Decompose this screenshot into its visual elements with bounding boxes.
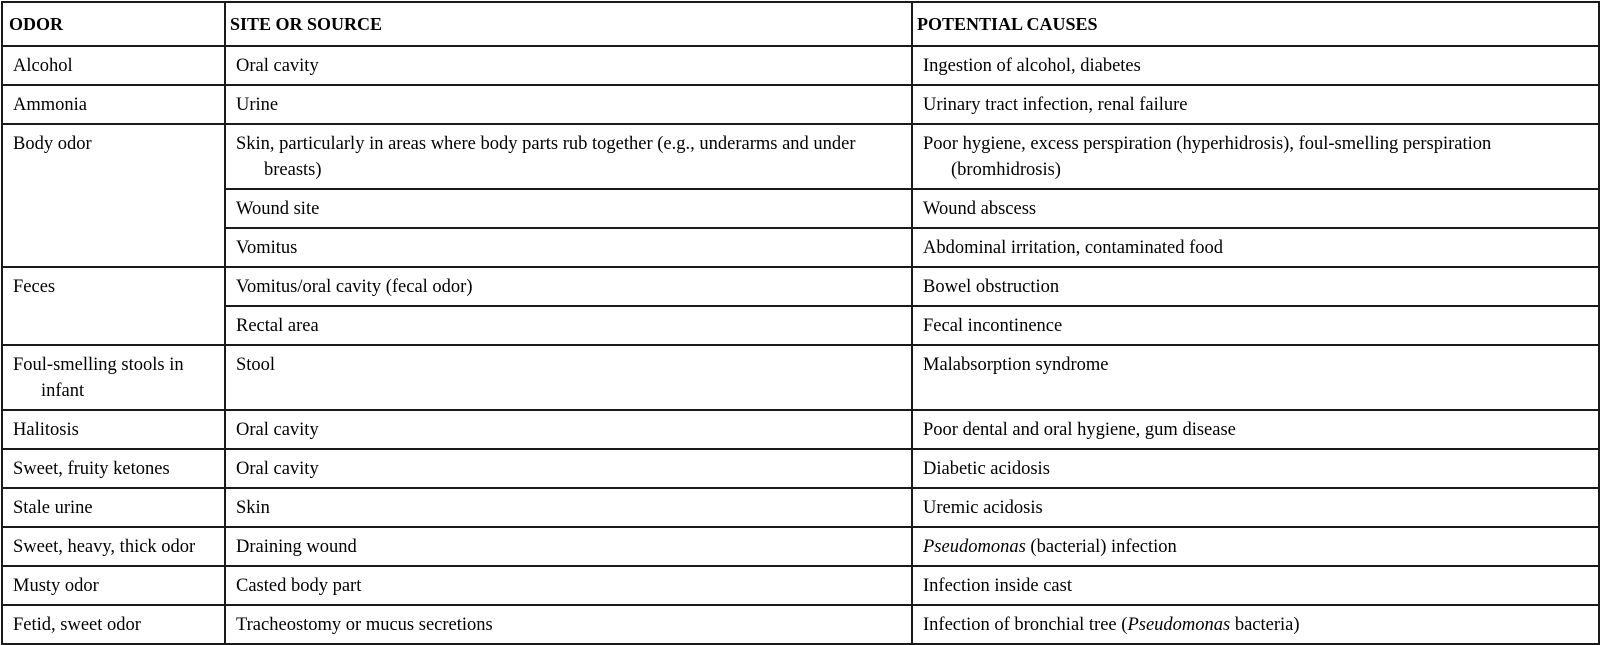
- header-causes: POTENTIAL CAUSES: [912, 2, 1599, 46]
- header-site: SITE OR SOURCE: [225, 2, 912, 46]
- cause-italic: Pseudomonas: [1127, 615, 1231, 635]
- cause-cell: Poor dental and oral hygiene, gum disease: [912, 410, 1599, 449]
- site-cell: Draining wound: [225, 527, 912, 566]
- site-text: Skin, particularly in areas where body parts rub together (e.g., underarms and under breasts): [236, 134, 856, 180]
- odor-cell: [2, 345, 225, 410]
- table-row: [2, 605, 1599, 644]
- odor-cell: Sweet, fruity ketones: [2, 449, 225, 488]
- cause-italic: Pseudomonas: [923, 537, 1026, 557]
- odor-cell: Feces: [2, 267, 225, 345]
- odor-cell: Halitosis: [2, 410, 225, 449]
- table-row: [2, 410, 1599, 449]
- cause-cell: Malabsorption syndrome: [912, 345, 1599, 410]
- table-row: [2, 228, 1599, 267]
- odor-cell: Ammonia: [2, 85, 225, 124]
- odor-text: Foul-smelling stools in infant: [13, 355, 184, 401]
- site-cell: Oral cavity: [225, 410, 912, 449]
- site-cell: Wound site: [225, 189, 912, 228]
- table-row: [2, 124, 1599, 189]
- site-cell: Urine: [225, 85, 912, 124]
- cause-cell: Abdominal irritation, contaminated food: [912, 228, 1599, 267]
- cause-cell: [912, 527, 1599, 566]
- table-row: [2, 189, 1599, 228]
- table-row: [2, 566, 1599, 605]
- cause-cell: Diabetic acidosis: [912, 449, 1599, 488]
- cause-text: Poor hygiene, excess perspiration (hyperhidrosis), foul-smelling perspiration (bromhidrosis): [923, 134, 1492, 180]
- cause-pre: Infection of bronchial tree (: [923, 615, 1128, 635]
- table-row: [2, 46, 1599, 85]
- cause-post: bacteria): [1230, 615, 1300, 635]
- table-row: [2, 488, 1599, 527]
- table-row: [2, 306, 1599, 345]
- odor-cell: Sweet, heavy, thick odor: [2, 527, 225, 566]
- odor-table: [1, 1, 1600, 645]
- site-cell: Skin: [225, 488, 912, 527]
- odor-cell: Fetid, sweet odor: [2, 605, 225, 644]
- site-cell: Vomitus/oral cavity (fecal odor): [225, 267, 912, 306]
- cause-cell: Infection inside cast: [912, 566, 1599, 605]
- cause-cell: Uremic acidosis: [912, 488, 1599, 527]
- site-cell: Casted body part: [225, 566, 912, 605]
- cause-rest: (bacterial) infection: [1025, 537, 1177, 557]
- site-cell: Vomitus: [225, 228, 912, 267]
- table-row: [2, 85, 1599, 124]
- site-cell: Oral cavity: [225, 46, 912, 85]
- site-cell: Rectal area: [225, 306, 912, 345]
- table-row: [2, 345, 1599, 410]
- site-cell: Stool: [225, 345, 912, 410]
- odor-cell: Musty odor: [2, 566, 225, 605]
- cause-cell: Ingestion of alcohol, diabetes: [912, 46, 1599, 85]
- header-row: [2, 2, 1599, 46]
- cause-cell: Wound abscess: [912, 189, 1599, 228]
- cause-cell: [912, 124, 1599, 189]
- site-cell: Tracheostomy or mucus secretions: [225, 605, 912, 644]
- cause-cell: Bowel obstruction: [912, 267, 1599, 306]
- site-cell: Oral cavity: [225, 449, 912, 488]
- site-cell: [225, 124, 912, 189]
- header-odor: ODOR: [2, 2, 225, 46]
- cause-cell: Urinary tract infection, renal failure: [912, 85, 1599, 124]
- odor-cell: Body odor: [2, 124, 225, 267]
- cause-cell: Fecal incontinence: [912, 306, 1599, 345]
- table-row: [2, 527, 1599, 566]
- table-row: [2, 267, 1599, 306]
- odor-cell: Alcohol: [2, 46, 225, 85]
- table-row: [2, 449, 1599, 488]
- odor-cell: Stale urine: [2, 488, 225, 527]
- cause-cell: [912, 605, 1599, 644]
